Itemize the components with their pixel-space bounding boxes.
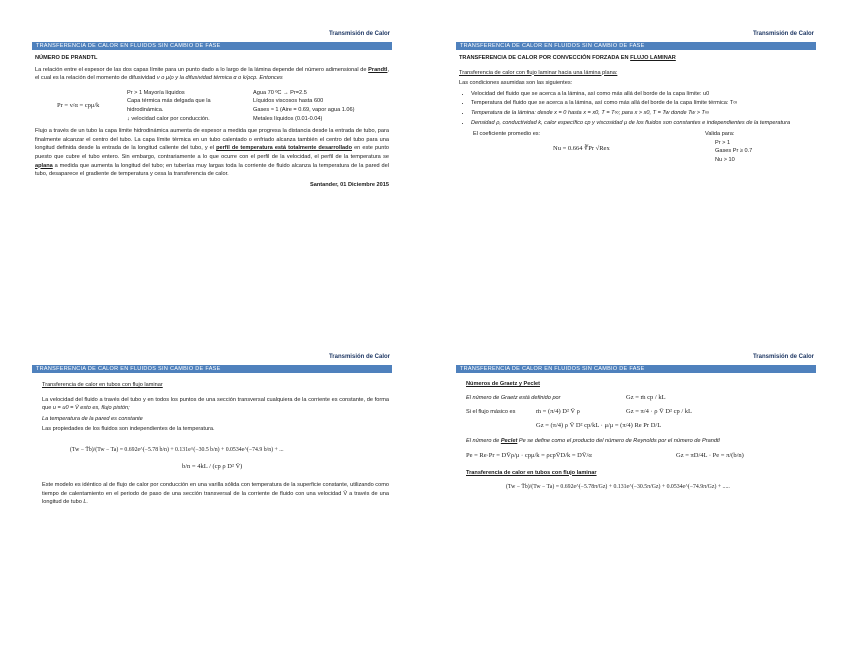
list-item: • Densidad ρ, conductividad k, calor específico cp y viscosidad μ de los fluidos son constantes e independientes de la temperatura <box>471 119 813 128</box>
tube-flow-paragraph <box>35 127 389 179</box>
note-line: Gases ≈ 1 (Aire = 0.69, vapor agua 1.06) <box>253 106 355 113</box>
slide-header <box>456 30 816 43</box>
slide-tube-laminar <box>32 353 392 625</box>
subheading-2: Transferencia de calor en tubos con flujo laminar <box>466 469 597 476</box>
graetz-peclet-equation: Gz = πD/4L · Pe = π/(b/n) <box>676 451 744 459</box>
graetz-definition <box>466 394 813 403</box>
slide-footer-date: Santander, 01 Diciembre 2015 <box>310 181 389 188</box>
peclet-row <box>466 452 813 461</box>
mass-flow-equation: ṁ = (π/4) D² V̄ ρ <box>536 408 580 416</box>
header-title: Transmisión de Calor <box>328 354 390 360</box>
header-title: Transmisión de Calor <box>752 31 814 37</box>
velocity-paragraph <box>42 396 389 413</box>
peclet-term: Peclet <box>500 438 518 445</box>
tube-text-a: Flujo a través de un tubo la capa límite hidrodinámica aumenta de espesor a medida que progresa la distancia desde la entrada de tubo, para finalmente alcanzar el centro del tubo. La capa límite térmica en un tubo calentado o enfriado alcanza también el centro del tubo para una longitud definida desde la entrada de la longitud caliente del tubo, y el <box>35 128 389 152</box>
intro-text: La relación entre el espesor de las dos capas límite para un punto dado a lo largo de la lámina depende del número adimensional de <box>35 66 369 73</box>
section-band: TRANSFERENCIA DE CALOR EN FLUIDOS SIN CAMBIO DE FASE <box>456 43 816 50</box>
section-band: TRANSFERENCIA DE CALOR EN FLUIDOS SIN CAMBIO DE FASE <box>32 43 392 50</box>
mass-flow-label: Si el flujo másico es <box>466 409 516 416</box>
wall-temp-text: La temperatura de la pared es constante <box>42 415 143 422</box>
slide-header <box>32 353 392 366</box>
mass-flow-row <box>466 408 813 417</box>
peclet-text-c: Pe se define como el producto del número de Reynolds por el número de Prandtl <box>517 438 720 445</box>
heading-text: TRANSFERENCIA DE CALOR POR CONVECCIÓN FORZADA EN <box>459 55 631 61</box>
plug-flow-text: u = u0 = V̄ esto es, flujo pistón; <box>52 405 130 412</box>
subheading: Transferencia de calor con flujo laminar hacia una lámina plana: <box>459 69 618 76</box>
validity-title: Valida para: <box>705 131 735 138</box>
peclet-text-a: El número de <box>466 438 501 445</box>
header-title: Transmisión de Calor <box>328 31 390 37</box>
heading-underlined: FLUJO LAMINAR <box>630 55 676 61</box>
validity-block <box>705 130 752 164</box>
slide-prandtl <box>32 30 392 302</box>
bn-equation: b/n = 4kL / (cp ρ D² V̄) <box>182 462 243 470</box>
note-line: Metales líquidos (0.01-0.04) <box>253 115 323 122</box>
graetz-equation: Gz = ṁ cp / kL <box>626 393 666 401</box>
prandtl-notes-right <box>253 89 383 123</box>
prandtl-equation: Pr = ν/α = cpμ/k <box>57 101 100 109</box>
section-band: TRANSFERENCIA DE CALOR EN FLUIDOS SIN CAMBIO DE FASE <box>456 366 816 373</box>
coef-label: El coeficiente promedio es: <box>473 131 541 138</box>
validity-item: Nu > 10 <box>715 156 735 163</box>
prandtl-term: Prandtl <box>368 66 388 73</box>
tube-text-d: aplana <box>35 162 53 169</box>
prandtl-block <box>35 89 389 123</box>
graetz-label: El número de Graetz está definido por <box>466 394 561 401</box>
note-line: ↓ velocidad calor por conducción. <box>127 115 210 122</box>
validity-item: Pr > 1 <box>715 139 731 146</box>
slide-heading: NÚMERO DE PRANDTL <box>35 55 98 61</box>
tube-text-b: perfil de temperatura está totalmente desarrollado <box>216 145 352 152</box>
tube-text-c: en este punto puesto que cubre el tubo entero. Sin embargo, contrariamente a lo que ocurre con el perfil de la velocidad, el perfil de la temperatura se <box>35 145 389 160</box>
note-line: Agua 70 ºC → Pr=2.5 <box>253 89 307 96</box>
intro-text-b: , el cual es la relación del momento de difusividad <box>35 66 389 82</box>
prandtl-notes-left <box>127 89 245 123</box>
list-item: • Temperatura de la lámina: desde x = 0 hasta x = x0, T = T∞; para x > x0, T = Tw donde Tw > T∞ <box>471 109 813 118</box>
average-coefficient <box>459 130 813 164</box>
validity-item: Gases Pr ≥ 0.7 <box>715 148 753 155</box>
properties-text: Las propiedades de los fluidos son independientes de la temperatura. <box>42 426 215 433</box>
note-line: Pr > 1 Mayoría líquidos <box>127 89 185 96</box>
graetz-equation-3: Gz = (π/4) ρ V̄ D² cp/kL · μ/μ = (π/4) Re Pr D/L <box>536 421 662 429</box>
conditions-list <box>459 90 813 127</box>
intro-paragraph <box>35 66 389 83</box>
nusselt-equation: Nu = 0.664 ∛Pr √Rex <box>553 144 610 152</box>
list-item: • Temperatura del fluido que se acerca a la lámina, así como más allá del borde de la capa límite térmica: T∞ <box>471 99 813 108</box>
model-text: Este modelo es idéntico al de flujo de calor por conducción en una varilla sólida con temperatura de la superficie constante, utilizando como tiempo de calentamiento en el periodo de paso de una sección transversal de la corriente de fluido con una velocidad V̄ a través de una longitud de tubo <box>42 482 389 506</box>
conditions-intro: Las condiciones asumidas son las siguientes: <box>459 80 573 87</box>
model-paragraph <box>42 481 389 507</box>
peclet-equation: Pe = Re·Pr = DV̄ρ/μ · cpμ/k = ρcpV̄D/k = DV̄/α <box>466 451 592 459</box>
list-item: • Velocidad del fluido que se acerca a la lámina, así como más allá del borde de la capa límite: u0 <box>471 90 813 99</box>
header-title: Transmisión de Calor <box>752 354 814 360</box>
peclet-definition <box>466 437 813 446</box>
graetz-temperature-equation: (Tw − T̄b)/(Tw − Ta) = 0.692e^(−5.78π/Gz) + 0.131e^(−30.5π/Gz) + 0.0534e^(−74.9π/Gz) + ..... <box>506 484 730 491</box>
subheading: Números de Graetz y Peclet <box>466 381 540 387</box>
temperature-series-equation: (Tw − T̄b)/(Tw − Ta) = 0.692e^(−5.78 b/n) + 0.131e^(−30.5 b/n) + 0.0534e^(−74.9 b/n) + ... <box>70 446 284 453</box>
slide-graetz-peclet <box>456 353 816 625</box>
graetz-equation-2: Gz = π/4 · ρ V̄ D² cp / kL <box>626 408 692 416</box>
slide-heading <box>459 54 813 63</box>
note-line: Capa térmica más delgada que la hidrodinámica. <box>127 98 211 113</box>
slide-header <box>32 30 392 43</box>
velocity-text: La velocidad del fluido a través del tubo y en todos los puntos de una sección transversal cualquiera de la corriente es constante, de forma que <box>42 396 389 412</box>
slide-laminar-plate <box>456 30 816 302</box>
subheading: Transferencia de calor en tubos con flujo laminar <box>42 382 163 388</box>
note-line: Líquidos viscosos hasta 600 <box>253 98 324 105</box>
tube-text-e: a medida que aumenta la longitud del tubo; en tuberías muy largas toda la corriente de fluido alcanza la temperatura de la pared del tubo, desaparece el gradiente de temperatura y cesa la transferencia de calor. <box>35 162 389 178</box>
section-band: TRANSFERENCIA DE CALOR EN FLUIDOS SIN CAMBIO DE FASE <box>32 366 392 373</box>
intro-text-c: ν o μ/ρ y la difusividad térmica α o k/ρcp. Entonces <box>156 75 283 82</box>
model-text-end: L. <box>83 499 89 506</box>
slide-header <box>456 353 816 366</box>
